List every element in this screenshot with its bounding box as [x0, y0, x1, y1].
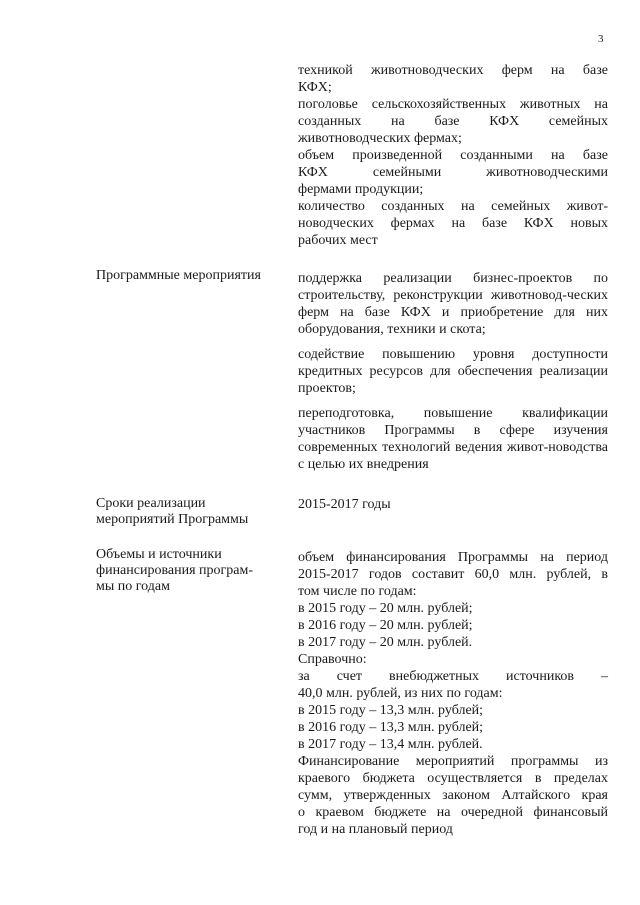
text-line: количество созданных на семейных живот- [298, 199, 608, 214]
text-line: в 2015 году – 13,3 млн. рублей; [298, 703, 484, 718]
terms-value: 2015-2017 годы [298, 497, 391, 512]
text-line: рабочих мест [298, 233, 378, 248]
label-line: мероприятий Программы [96, 512, 249, 527]
text-line: в 2017 году – 20 млн. рублей. [298, 635, 473, 650]
text-line: новодческих фермах на базе КФХ новых [298, 216, 608, 231]
text-line: 40,0 млн. рублей, из них по годам: [298, 686, 503, 701]
measure-paragraph: поддержка реализации бизнес-проектов по строительству, реконструкции животновод-ческих ферм на базе КФХ и приобретение для них оборудования, техники и скота; [298, 271, 608, 337]
measures-content [298, 270, 608, 473]
measure-paragraph: переподготовка, повышение квалификации участников Программы в сфере изучения современных технологий ведения живот-новодства с целью их внедрения [298, 406, 608, 472]
label-line: мы по годам [96, 579, 170, 594]
text-line: сумм, утвержденных законом Алтайского края [298, 788, 608, 803]
text-line: созданных на базе КФХ семейных [298, 114, 608, 129]
label-line: Объемы и источники [96, 547, 222, 562]
text-line: Финансирование мероприятий программы из [298, 754, 608, 769]
label-line: финансирования програм- [96, 563, 254, 578]
measures-label: Программные мероприятия [96, 268, 261, 283]
funding-content [298, 549, 608, 838]
label-line: Сроки реализации [96, 496, 206, 511]
text-line: в 2015 году – 20 млн. рублей; [298, 601, 473, 616]
text-line: животноводческих фермах; [298, 131, 462, 146]
text-line: объем финансирования Программы на период [298, 550, 608, 565]
text-line: объем произведенной созданными на базе [298, 148, 608, 163]
text-line: том числе по годам: [298, 584, 417, 599]
page-number: 3 [598, 33, 604, 45]
text-line: поголовье сельскохозяйственных животных на [298, 97, 608, 112]
text-line: Справочно: [298, 652, 367, 667]
funding-label [96, 547, 253, 595]
text-line: в 2016 году – 20 млн. рублей; [298, 618, 473, 633]
terms-label [96, 496, 248, 528]
text-line: КФХ семейными животноводческими [298, 165, 608, 180]
measure-paragraph: содействие повышению уровня доступности кредитных ресурсов для обеспечения реализации проектов; [298, 347, 608, 396]
indicators-continuation [298, 62, 608, 249]
text-line: в 2016 году – 13,3 млн. рублей; [298, 720, 484, 735]
text-line: техникой животноводческих ферм на базе [298, 63, 608, 78]
text-line: год и на плановый период [298, 822, 453, 837]
text-line: фермами продукции; [298, 182, 424, 197]
text-line: 2015-2017 годов составит 60,0 млн. рублей, в [298, 567, 608, 582]
text-line: краевого бюджета осуществляется в пределах [298, 771, 608, 786]
text-line: за счет внебюджетных источников – [298, 669, 608, 684]
text-line: в 2017 году – 13,4 млн. рублей. [298, 737, 483, 752]
text-line: о краевом бюджете на очередной финансовый [298, 805, 608, 820]
text-line: КФХ; [298, 80, 332, 95]
